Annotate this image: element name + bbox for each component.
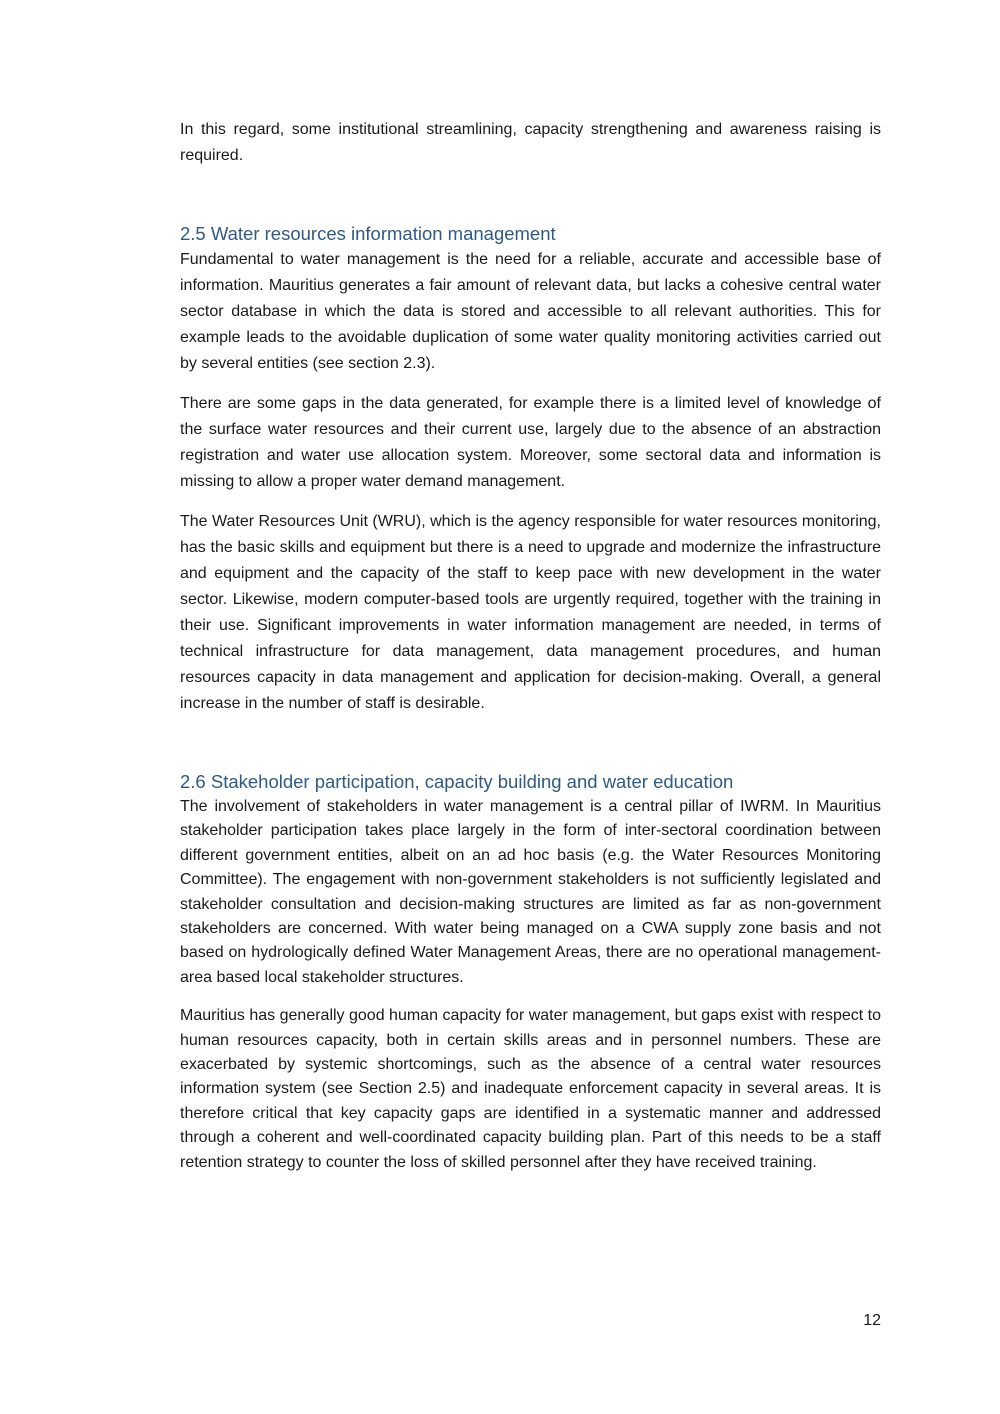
section-heading-2-5: 2.5 Water resources information management (180, 223, 556, 244)
body-paragraph: The Water Resources Unit (WRU), which is the agency responsible for water resources monitoring, has the basic skills and equipment but there is a need to upgrade and modernize the infrastructure and equipment and the capacity of the staff to keep pace with new development in the water sector. Likewise, modern computer-based tools are urgently required, together with the training in their use. Significant improvements in water information management are needed, in terms of technical infrastructure for data management, data management procedures, and human resources capacity in data management and application for decision-making. Overall, a general increase in the number of staff is desirable. (180, 513, 881, 712)
body-paragraph: The involvement of stakeholders in water management is a central pillar of IWRM. In Mauritius stakeholder participation takes place largely in the form of inter-sectoral coordination between different government entities, albeit on an ad hoc basis (e.g. the Water Resources Monitoring Committee). The engagement with non-government stakeholders is not sufficiently legislated and stakeholder consultation and decision-making structures are limited as far as non-government stakeholders are concerned. With water being managed on a CWA supply zone basis and not based on hydrologically defined Water Management Areas, there are no operational management-area based local stakeholder structures. (180, 798, 881, 986)
body-paragraph: Fundamental to water management is the need for a reliable, accurate and accessible base of information. Mauritius generates a fair amount of relevant data, but lacks a cohesive central water sector database in which the data is stored and accessible to all relevant authorities. This for example leads to the avoidable duplication of some water quality monitoring activities carried out by several entities (see section 2.3). (180, 251, 881, 372)
page-number: 12 (863, 1312, 881, 1329)
section-heading-2-6: 2.6 Stakeholder participation, capacity building and water education (180, 771, 734, 792)
body-paragraph: Mauritius has generally good human capacity for water management, but gaps exist with respect to human resources capacity, both in certain skills areas and in personnel numbers. These are exacerbated by systemic shortcomings, such as the absence of a central water resources information system (see Section 2.5) and inadequate enforcement capacity in several areas. It is therefore critical that key capacity gaps are identified in a systematic manner and addressed through a coherent and well-coordinated capacity building plan. Part of this needs to be a staff retention strategy to counter the loss of skilled personnel after they have received training. (180, 1007, 881, 1171)
body-paragraph: There are some gaps in the data generated, for example there is a limited level of knowledge of the surface water resources and their current use, largely due to the absence of an abstraction registration and water use allocation system. Moreover, some sectoral data and information is missing to allow a proper water demand management. (180, 395, 881, 490)
spacer (180, 169, 881, 221)
document-page (180, 117, 881, 1175)
spacer (180, 990, 881, 1004)
spacer (180, 717, 881, 769)
section-2-6 (180, 769, 881, 1175)
spacer (180, 495, 881, 509)
section-2-5 (180, 221, 881, 717)
spacer (180, 377, 881, 391)
intro-paragraph: In this regard, some institutional streamlining, capacity strengthening and awareness raising is required. (180, 121, 881, 164)
